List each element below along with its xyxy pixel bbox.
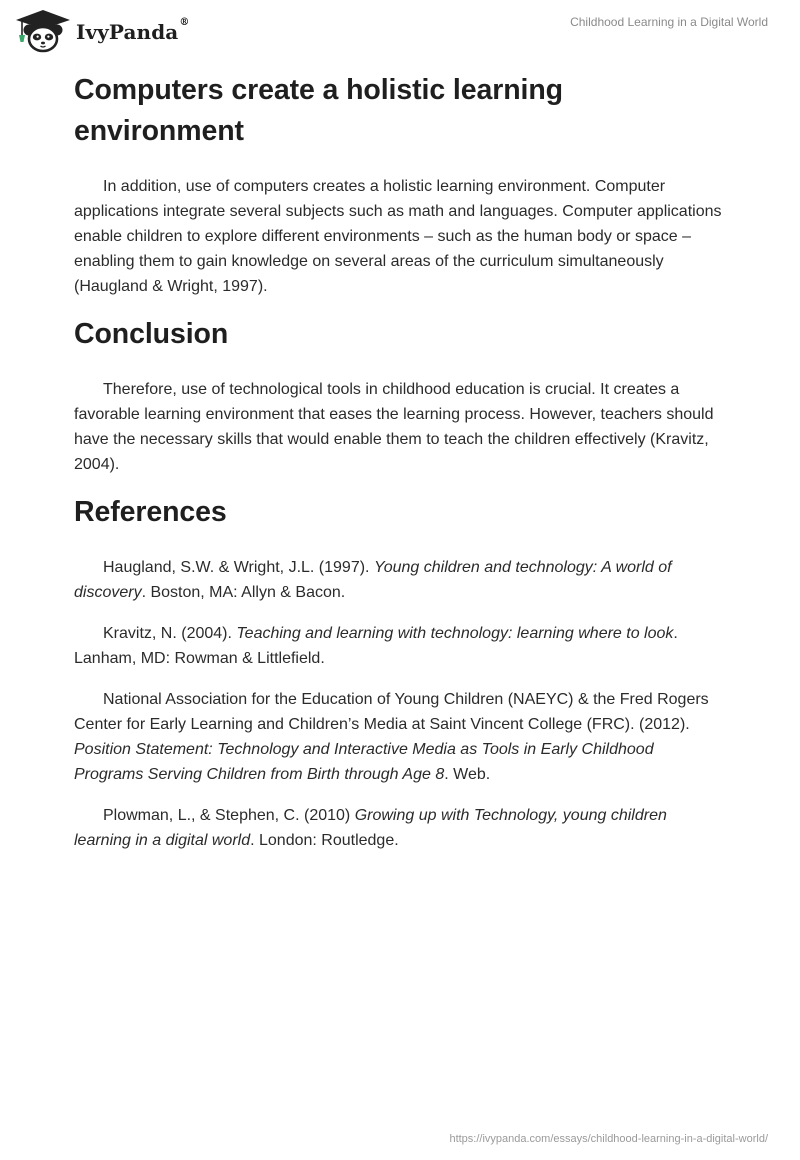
paragraph-holistic: In addition, use of computers creates a holistic learning environment. Computer applications integrate several subjects such as math and languages. Computer applications enable children to explore different environments – such as the human body or space – enabling them to gain knowledge on several areas of the curriculum simultaneously (Haugland & Wright, 1997). [74, 178, 722, 295]
running-title: Childhood Learning in a Digital World [570, 15, 768, 29]
reference-item: Plowman, L., & Stephen, C. (2010) Growing up with Technology, young children learning in a digital world. London: Routledge. [74, 807, 667, 849]
reference-item: Haugland, S.W. & Wright, J.L. (1997). Young children and technology: A world of discovery. Boston, MA: Allyn & Bacon. [74, 559, 672, 601]
paragraph-conclusion: Therefore, use of technological tools in childhood education is crucial. It creates a favorable learning environment that eases the learning process. However, teachers should have the necessary skills that would enable them to teach the children effectively (Kravitz, 2004). [74, 381, 714, 473]
panda-graduation-cap-logo-icon [14, 8, 72, 54]
page-header [0, 0, 800, 56]
brand-name: IvyPanda® [76, 17, 190, 44]
ivypanda-logo[interactable] [14, 8, 189, 54]
section-heading-references: References [74, 496, 227, 528]
section-heading-holistic: Computers create a holistic learning environment [74, 74, 563, 147]
section-heading-conclusion: Conclusion [74, 318, 229, 350]
reference-item: National Association for the Education of Young Children (NAEYC) & the Fred Rogers Center for Early Learning and Children’s Media at Saint Vincent College (FRC). (2012). Position Statement: Technology and Interactive Media as Tools in Early Childhood Programs Serving Children from Birth through Age 8. Web. [74, 691, 709, 783]
reference-list [74, 555, 726, 853]
essay-content [74, 70, 726, 869]
reference-item: Kravitz, N. (2004). Teaching and learning with technology: learning where to look. Lanham, MD: Rowman & Littlefield. [74, 625, 678, 667]
source-url-link[interactable]: https://ivypanda.com/essays/childhood-learning-in-a-digital-world/ [449, 1133, 768, 1145]
